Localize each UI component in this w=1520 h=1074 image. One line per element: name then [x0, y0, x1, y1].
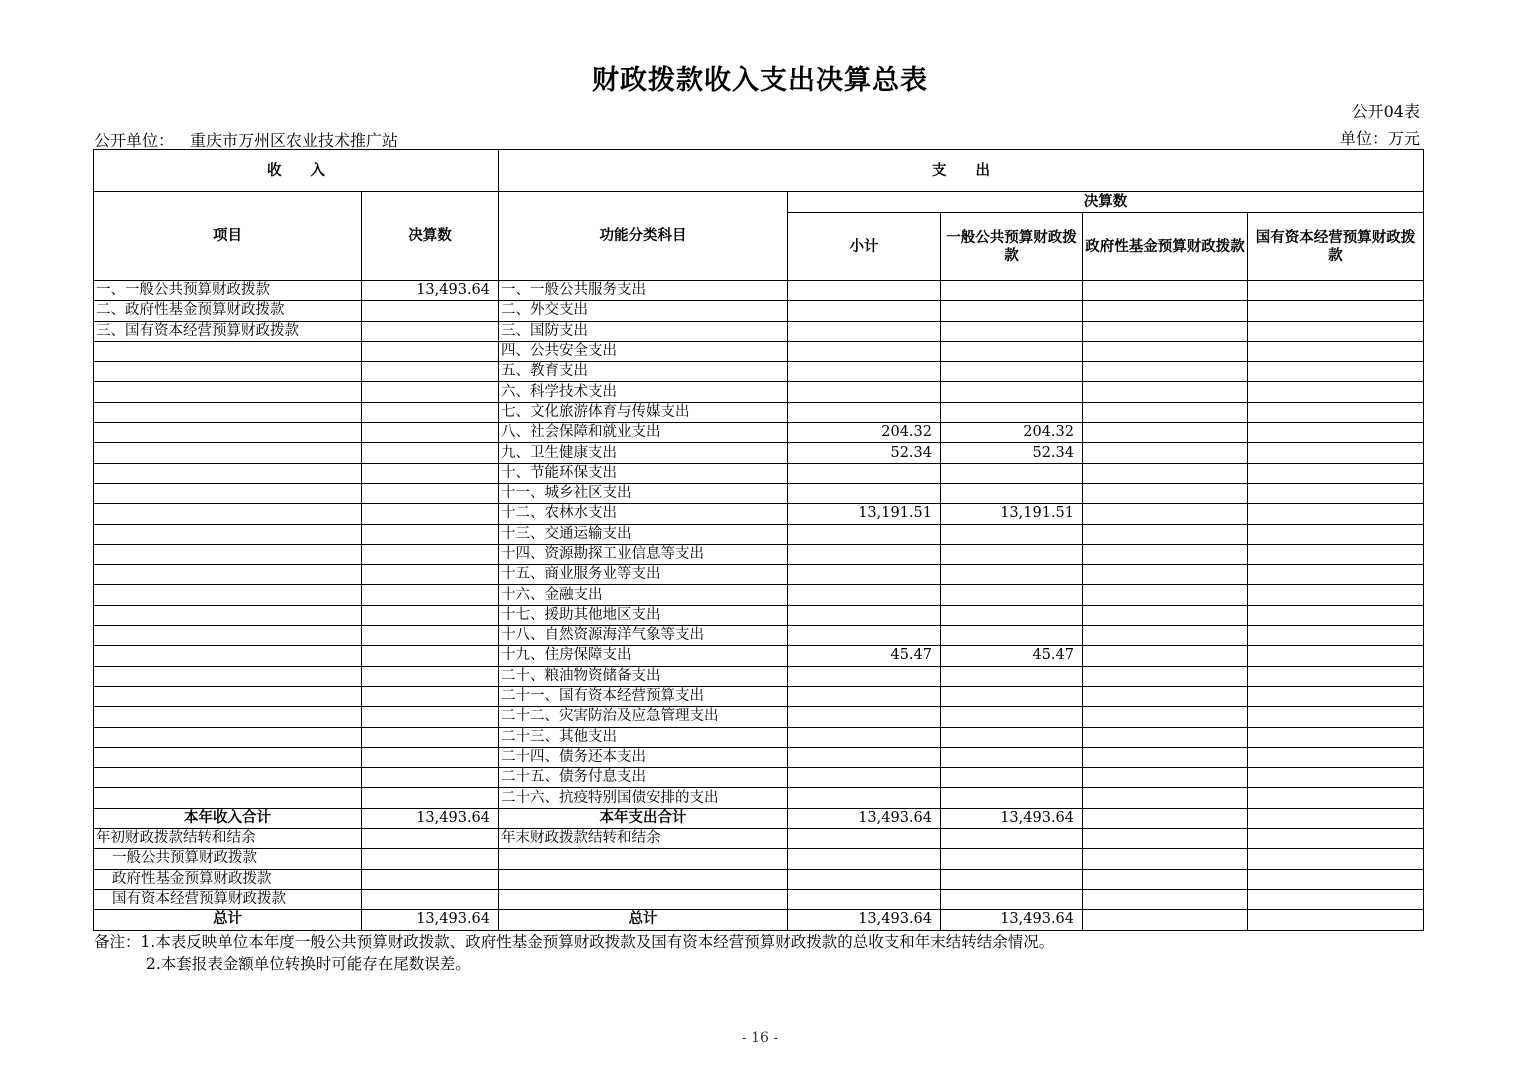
carry-general-cell — [941, 889, 1083, 909]
state-capital-cell — [1248, 504, 1424, 524]
income-amount-cell — [362, 768, 499, 788]
income-amount-cell — [362, 524, 499, 544]
carry-fund-cell — [1083, 849, 1248, 869]
fiscal-table — [93, 149, 1424, 931]
table-row — [94, 605, 1424, 625]
income-amount-cell — [362, 544, 499, 564]
money-unit: 单位：万元 — [1339, 129, 1420, 148]
page-number: - 16 - — [741, 1030, 779, 1046]
state-capital-cell — [1248, 646, 1424, 666]
carry-capital-cell — [1248, 849, 1424, 869]
gov-fund-cell — [1083, 443, 1248, 463]
income-item-cell — [94, 585, 362, 605]
subject-cell: 四、公共安全支出 — [499, 341, 788, 361]
gov-fund-cell — [1083, 747, 1248, 767]
table-row — [94, 524, 1424, 544]
income-item-cell — [94, 605, 362, 625]
state-capital-cell — [1248, 727, 1424, 747]
carry-income-cell: 一般公共预算财政拨款 — [94, 849, 362, 869]
general-budget-cell — [941, 727, 1083, 747]
state-capital-cell — [1248, 341, 1424, 361]
income-item-cell — [94, 788, 362, 808]
income-item-cell: 二、政府性基金预算财政拨款 — [94, 301, 362, 321]
income-item-cell — [94, 524, 362, 544]
general-budget-cell — [941, 585, 1083, 605]
subject-cell: 十三、交通运输支出 — [499, 524, 788, 544]
table-row — [94, 362, 1424, 382]
subject-cell: 八、社会保障和就业支出 — [499, 423, 788, 443]
income-item-cell — [94, 544, 362, 564]
state-capital-cell — [1248, 788, 1424, 808]
general-budget-cell — [941, 321, 1083, 341]
subject-cell: 七、文化旅游体育与传媒支出 — [499, 402, 788, 422]
grand-expense-capital — [1248, 910, 1424, 930]
table-row — [94, 463, 1424, 483]
carry-fund-cell — [1083, 889, 1248, 909]
income-amount-cell — [362, 686, 499, 706]
income-item-cell — [94, 747, 362, 767]
income-item-cell — [94, 646, 362, 666]
general-budget-cell — [941, 483, 1083, 503]
income-amount-cell — [362, 463, 499, 483]
subject-cell: 三、国防支出 — [499, 321, 788, 341]
general-budget-cell — [941, 686, 1083, 706]
item-header: 项目 — [94, 192, 362, 281]
general-budget-cell — [941, 666, 1083, 686]
income-item-cell — [94, 382, 362, 402]
subtotal-cell — [788, 483, 941, 503]
subject-cell: 二十二、灾害防治及应急管理支出 — [499, 707, 788, 727]
gov-fund-cell — [1083, 626, 1248, 646]
table-row — [94, 321, 1424, 341]
income-amount-cell — [362, 402, 499, 422]
state-capital-cell — [1248, 301, 1424, 321]
subtotal-cell — [788, 402, 941, 422]
notes — [94, 931, 1054, 975]
grand-total-row — [94, 910, 1424, 930]
income-header: 收 入 — [94, 150, 499, 192]
carry-subtotal-cell — [788, 869, 941, 889]
gov-fund-cell — [1083, 281, 1248, 301]
subject-cell: 二十一、国有资本经营预算支出 — [499, 686, 788, 706]
table-row — [94, 423, 1424, 443]
income-amount-cell — [362, 341, 499, 361]
subtotal-cell: 13,191.51 — [788, 504, 941, 524]
carry-subtotal-cell — [788, 849, 941, 869]
general-budget-cell — [941, 544, 1083, 564]
state-capital-cell — [1248, 321, 1424, 341]
subject-cell: 十、节能环保支出 — [499, 463, 788, 483]
subject-cell: 二十五、债务付息支出 — [499, 768, 788, 788]
subtotal-cell — [788, 301, 941, 321]
state-capital-cell — [1248, 463, 1424, 483]
table-row — [94, 483, 1424, 503]
income-item-cell — [94, 727, 362, 747]
carry-row — [94, 869, 1424, 889]
subtotal-cell — [788, 605, 941, 625]
general-budget-cell — [941, 768, 1083, 788]
income-amount-cell — [362, 585, 499, 605]
state-capital-cell — [1248, 626, 1424, 646]
income-item-cell — [94, 483, 362, 503]
subtotal-cell — [788, 341, 941, 361]
gov-fund-cell — [1083, 686, 1248, 706]
income-amount-cell — [362, 666, 499, 686]
gov-fund-cell — [1083, 707, 1248, 727]
gov-fund-cell — [1083, 727, 1248, 747]
year-expense-subtotal: 13,493.64 — [788, 808, 941, 828]
table-row — [94, 382, 1424, 402]
carry-row — [94, 829, 1424, 849]
carry-subject-cell — [499, 869, 788, 889]
income-item-cell — [94, 707, 362, 727]
subtotal-cell — [788, 362, 941, 382]
state-capital-cell — [1248, 544, 1424, 564]
subject-cell: 九、卫生健康支出 — [499, 443, 788, 463]
subject-cell: 六、科学技术支出 — [499, 382, 788, 402]
income-amount-cell: 13,493.64 — [362, 281, 499, 301]
year-expense-general: 13,493.64 — [941, 808, 1083, 828]
state-capital-cell — [1248, 565, 1424, 585]
table-row — [94, 707, 1424, 727]
state-capital-cell — [1248, 382, 1424, 402]
table-row — [94, 727, 1424, 747]
carry-general-cell — [941, 869, 1083, 889]
state-capital-cell — [1248, 768, 1424, 788]
subtotal-cell — [788, 686, 941, 706]
unit-label: 公开单位： — [94, 131, 175, 150]
gov-fund-cell — [1083, 321, 1248, 341]
general-budget-cell — [941, 281, 1083, 301]
state-capital-cell — [1248, 747, 1424, 767]
carry-income-cell: 年初财政拨款结转和结余 — [94, 829, 362, 849]
subtotal-cell — [788, 666, 941, 686]
carry-general-cell — [941, 849, 1083, 869]
carry-capital-cell — [1248, 829, 1424, 849]
income-amount-cell — [362, 747, 499, 767]
page-title: 财政拨款收入支出决算总表 — [592, 65, 928, 96]
grand-income-total-amount: 13,493.64 — [362, 910, 499, 930]
general-budget-cell — [941, 463, 1083, 483]
income-amount-cell — [362, 443, 499, 463]
year-expense-total-label: 本年支出合计 — [499, 808, 788, 828]
gov-fund-cell — [1083, 788, 1248, 808]
unit-name: 重庆市万州区农业技术推广站 — [190, 131, 399, 150]
table-row — [94, 585, 1424, 605]
state-capital-cell — [1248, 666, 1424, 686]
grand-expense-fund — [1083, 910, 1248, 930]
carry-income-amount — [362, 869, 499, 889]
gov-fund-cell — [1083, 362, 1248, 382]
grand-expense-subtotal: 13,493.64 — [788, 910, 941, 930]
income-item-cell — [94, 423, 362, 443]
general-budget-cell — [941, 707, 1083, 727]
income-item-cell — [94, 504, 362, 524]
income-amount-cell — [362, 565, 499, 585]
subtotal-cell — [788, 707, 941, 727]
state-capital-cell — [1248, 483, 1424, 503]
subtotal-cell — [788, 788, 941, 808]
gov-fund-cell — [1083, 666, 1248, 686]
note-2: 2.本套报表金额单位转换时可能存在尾数误差。 — [146, 955, 471, 973]
income-amount-cell — [362, 483, 499, 503]
subtotal-cell — [788, 585, 941, 605]
grand-expense-total-label: 总计 — [499, 910, 788, 930]
subtotal-header: 小计 — [788, 213, 941, 281]
carry-general-cell — [941, 829, 1083, 849]
state-capital-cell — [1248, 686, 1424, 706]
general-budget-cell — [941, 382, 1083, 402]
carry-income-cell: 国有资本经营预算财政拨款 — [94, 889, 362, 909]
table-row — [94, 646, 1424, 666]
general-budget-cell — [941, 341, 1083, 361]
final-amount-header: 决算数 — [788, 192, 1424, 213]
table-row — [94, 788, 1424, 808]
general-budget-cell: 204.32 — [941, 423, 1083, 443]
income-item-cell: 三、国有资本经营预算财政拨款 — [94, 321, 362, 341]
general-budget-cell — [941, 524, 1083, 544]
table-row — [94, 341, 1424, 361]
state-capital-cell — [1248, 585, 1424, 605]
year-income-total-amount: 13,493.64 — [362, 808, 499, 828]
table-row — [94, 747, 1424, 767]
subtotal-cell — [788, 281, 941, 301]
carry-subtotal-cell — [788, 829, 941, 849]
gov-fund-cell — [1083, 423, 1248, 443]
general-budget-cell: 52.34 — [941, 443, 1083, 463]
subject-cell: 二十四、债务还本支出 — [499, 747, 788, 767]
carry-income-amount — [362, 849, 499, 869]
income-amount-cell — [362, 362, 499, 382]
gov-fund-cell — [1083, 646, 1248, 666]
note-1: 备注：1.本表反映单位本年度一般公共预算财政拨款、政府性基金预算财政拨款及国有资本经营预算财政拨款的总收支和年末结转结余情况。 — [94, 933, 1055, 951]
income-item-cell — [94, 565, 362, 585]
table-row — [94, 768, 1424, 788]
general-budget-header: 一般公共预算财政拨款 — [941, 213, 1083, 281]
general-budget-cell — [941, 402, 1083, 422]
table-row — [94, 666, 1424, 686]
table-row — [94, 301, 1424, 321]
subtotal-cell — [788, 768, 941, 788]
year-expense-capital — [1248, 808, 1424, 828]
subject-cell: 二、外交支出 — [499, 301, 788, 321]
carry-subtotal-cell — [788, 889, 941, 909]
subtotal-cell: 204.32 — [788, 423, 941, 443]
gov-fund-cell — [1083, 382, 1248, 402]
income-item-cell — [94, 768, 362, 788]
year-expense-fund — [1083, 808, 1248, 828]
income-amount-cell — [362, 788, 499, 808]
carry-subject-cell: 年末财政拨款结转和结余 — [499, 829, 788, 849]
general-budget-cell — [941, 362, 1083, 382]
income-amount-cell — [362, 382, 499, 402]
carry-income-amount — [362, 889, 499, 909]
subtotal-cell — [788, 382, 941, 402]
table-row — [94, 281, 1424, 301]
subject-cell: 一、一般公共服务支出 — [499, 281, 788, 301]
carry-subject-cell — [499, 849, 788, 869]
subject-cell: 十八、自然资源海洋气象等支出 — [499, 626, 788, 646]
gov-fund-cell — [1083, 504, 1248, 524]
table-row — [94, 544, 1424, 564]
table-row — [94, 626, 1424, 646]
carry-subject-cell — [499, 889, 788, 909]
state-capital-cell — [1248, 402, 1424, 422]
subject-cell: 十五、商业服务业等支出 — [499, 565, 788, 585]
form-number: 公开04表 — [1351, 102, 1420, 121]
gov-fund-cell — [1083, 341, 1248, 361]
carry-row — [94, 849, 1424, 869]
grand-expense-general: 13,493.64 — [941, 910, 1083, 930]
year-total-row — [94, 808, 1424, 828]
general-budget-cell — [941, 747, 1083, 767]
gov-fund-cell — [1083, 524, 1248, 544]
subtotal-cell: 52.34 — [788, 443, 941, 463]
state-capital-cell — [1248, 423, 1424, 443]
table-row — [94, 686, 1424, 706]
reporting-unit — [94, 128, 398, 151]
carry-income-cell: 政府性基金预算财政拨款 — [94, 869, 362, 889]
general-budget-cell — [941, 301, 1083, 321]
gov-fund-cell — [1083, 463, 1248, 483]
subtotal-cell — [788, 524, 941, 544]
income-item-cell — [94, 443, 362, 463]
gov-fund-cell — [1083, 483, 1248, 503]
income-item-cell — [94, 402, 362, 422]
subject-cell: 二十、粮油物资储备支出 — [499, 666, 788, 686]
income-amount-cell — [362, 626, 499, 646]
income-item-cell — [94, 341, 362, 361]
state-capital-cell — [1248, 605, 1424, 625]
gov-fund-header: 政府性基金预算财政拨款 — [1083, 213, 1248, 281]
subject-cell: 十六、金融支出 — [499, 585, 788, 605]
income-item-cell — [94, 362, 362, 382]
income-amount-cell — [362, 504, 499, 524]
carry-capital-cell — [1248, 869, 1424, 889]
income-item-cell: 一、一般公共预算财政拨款 — [94, 281, 362, 301]
state-capital-cell — [1248, 443, 1424, 463]
year-income-total-label: 本年收入合计 — [94, 808, 362, 828]
gov-fund-cell — [1083, 544, 1248, 564]
subject-cell: 十二、农林水支出 — [499, 504, 788, 524]
income-amount-cell — [362, 707, 499, 727]
gov-fund-cell — [1083, 605, 1248, 625]
state-capital-header: 国有资本经营预算财政拨款 — [1248, 213, 1424, 281]
table-row — [94, 402, 1424, 422]
subject-cell: 二十三、其他支出 — [499, 727, 788, 747]
table-row — [94, 565, 1424, 585]
subtotal-cell — [788, 747, 941, 767]
income-item-cell — [94, 463, 362, 483]
subtotal-cell — [788, 544, 941, 564]
income-amount-cell — [362, 321, 499, 341]
subject-cell: 十一、城乡社区支出 — [499, 483, 788, 503]
gov-fund-cell — [1083, 402, 1248, 422]
amount-header: 决算数 — [362, 192, 499, 281]
gov-fund-cell — [1083, 565, 1248, 585]
income-amount-cell — [362, 301, 499, 321]
income-amount-cell — [362, 605, 499, 625]
state-capital-cell — [1248, 281, 1424, 301]
subject-cell: 二十六、抗疫特别国债安排的支出 — [499, 788, 788, 808]
general-budget-cell — [941, 626, 1083, 646]
general-budget-cell — [941, 605, 1083, 625]
income-amount-cell — [362, 423, 499, 443]
general-budget-cell: 45.47 — [941, 646, 1083, 666]
subtotal-cell — [788, 565, 941, 585]
subject-cell: 五、教育支出 — [499, 362, 788, 382]
subject-cell: 十九、住房保障支出 — [499, 646, 788, 666]
general-budget-cell — [941, 565, 1083, 585]
gov-fund-cell — [1083, 768, 1248, 788]
subtotal-cell — [788, 321, 941, 341]
subtotal-cell — [788, 626, 941, 646]
gov-fund-cell — [1083, 585, 1248, 605]
carry-fund-cell — [1083, 869, 1248, 889]
subject-cell: 十七、援助其他地区支出 — [499, 605, 788, 625]
state-capital-cell — [1248, 707, 1424, 727]
carry-fund-cell — [1083, 829, 1248, 849]
general-budget-cell: 13,191.51 — [941, 504, 1083, 524]
subtotal-cell — [788, 463, 941, 483]
grand-income-total-label: 总计 — [94, 910, 362, 930]
carry-row — [94, 889, 1424, 909]
state-capital-cell — [1248, 524, 1424, 544]
table-row — [94, 504, 1424, 524]
subtotal-cell — [788, 727, 941, 747]
carry-capital-cell — [1248, 889, 1424, 909]
income-item-cell — [94, 666, 362, 686]
subject-cell: 十四、资源勘探工业信息等支出 — [499, 544, 788, 564]
general-budget-cell — [941, 788, 1083, 808]
income-amount-cell — [362, 727, 499, 747]
carry-income-amount — [362, 829, 499, 849]
state-capital-cell — [1248, 362, 1424, 382]
table-row — [94, 443, 1424, 463]
subject-header: 功能分类科目 — [499, 192, 788, 281]
gov-fund-cell — [1083, 301, 1248, 321]
income-item-cell — [94, 686, 362, 706]
income-item-cell — [94, 626, 362, 646]
subtotal-cell: 45.47 — [788, 646, 941, 666]
expense-header: 支 出 — [499, 150, 1424, 192]
income-amount-cell — [362, 646, 499, 666]
